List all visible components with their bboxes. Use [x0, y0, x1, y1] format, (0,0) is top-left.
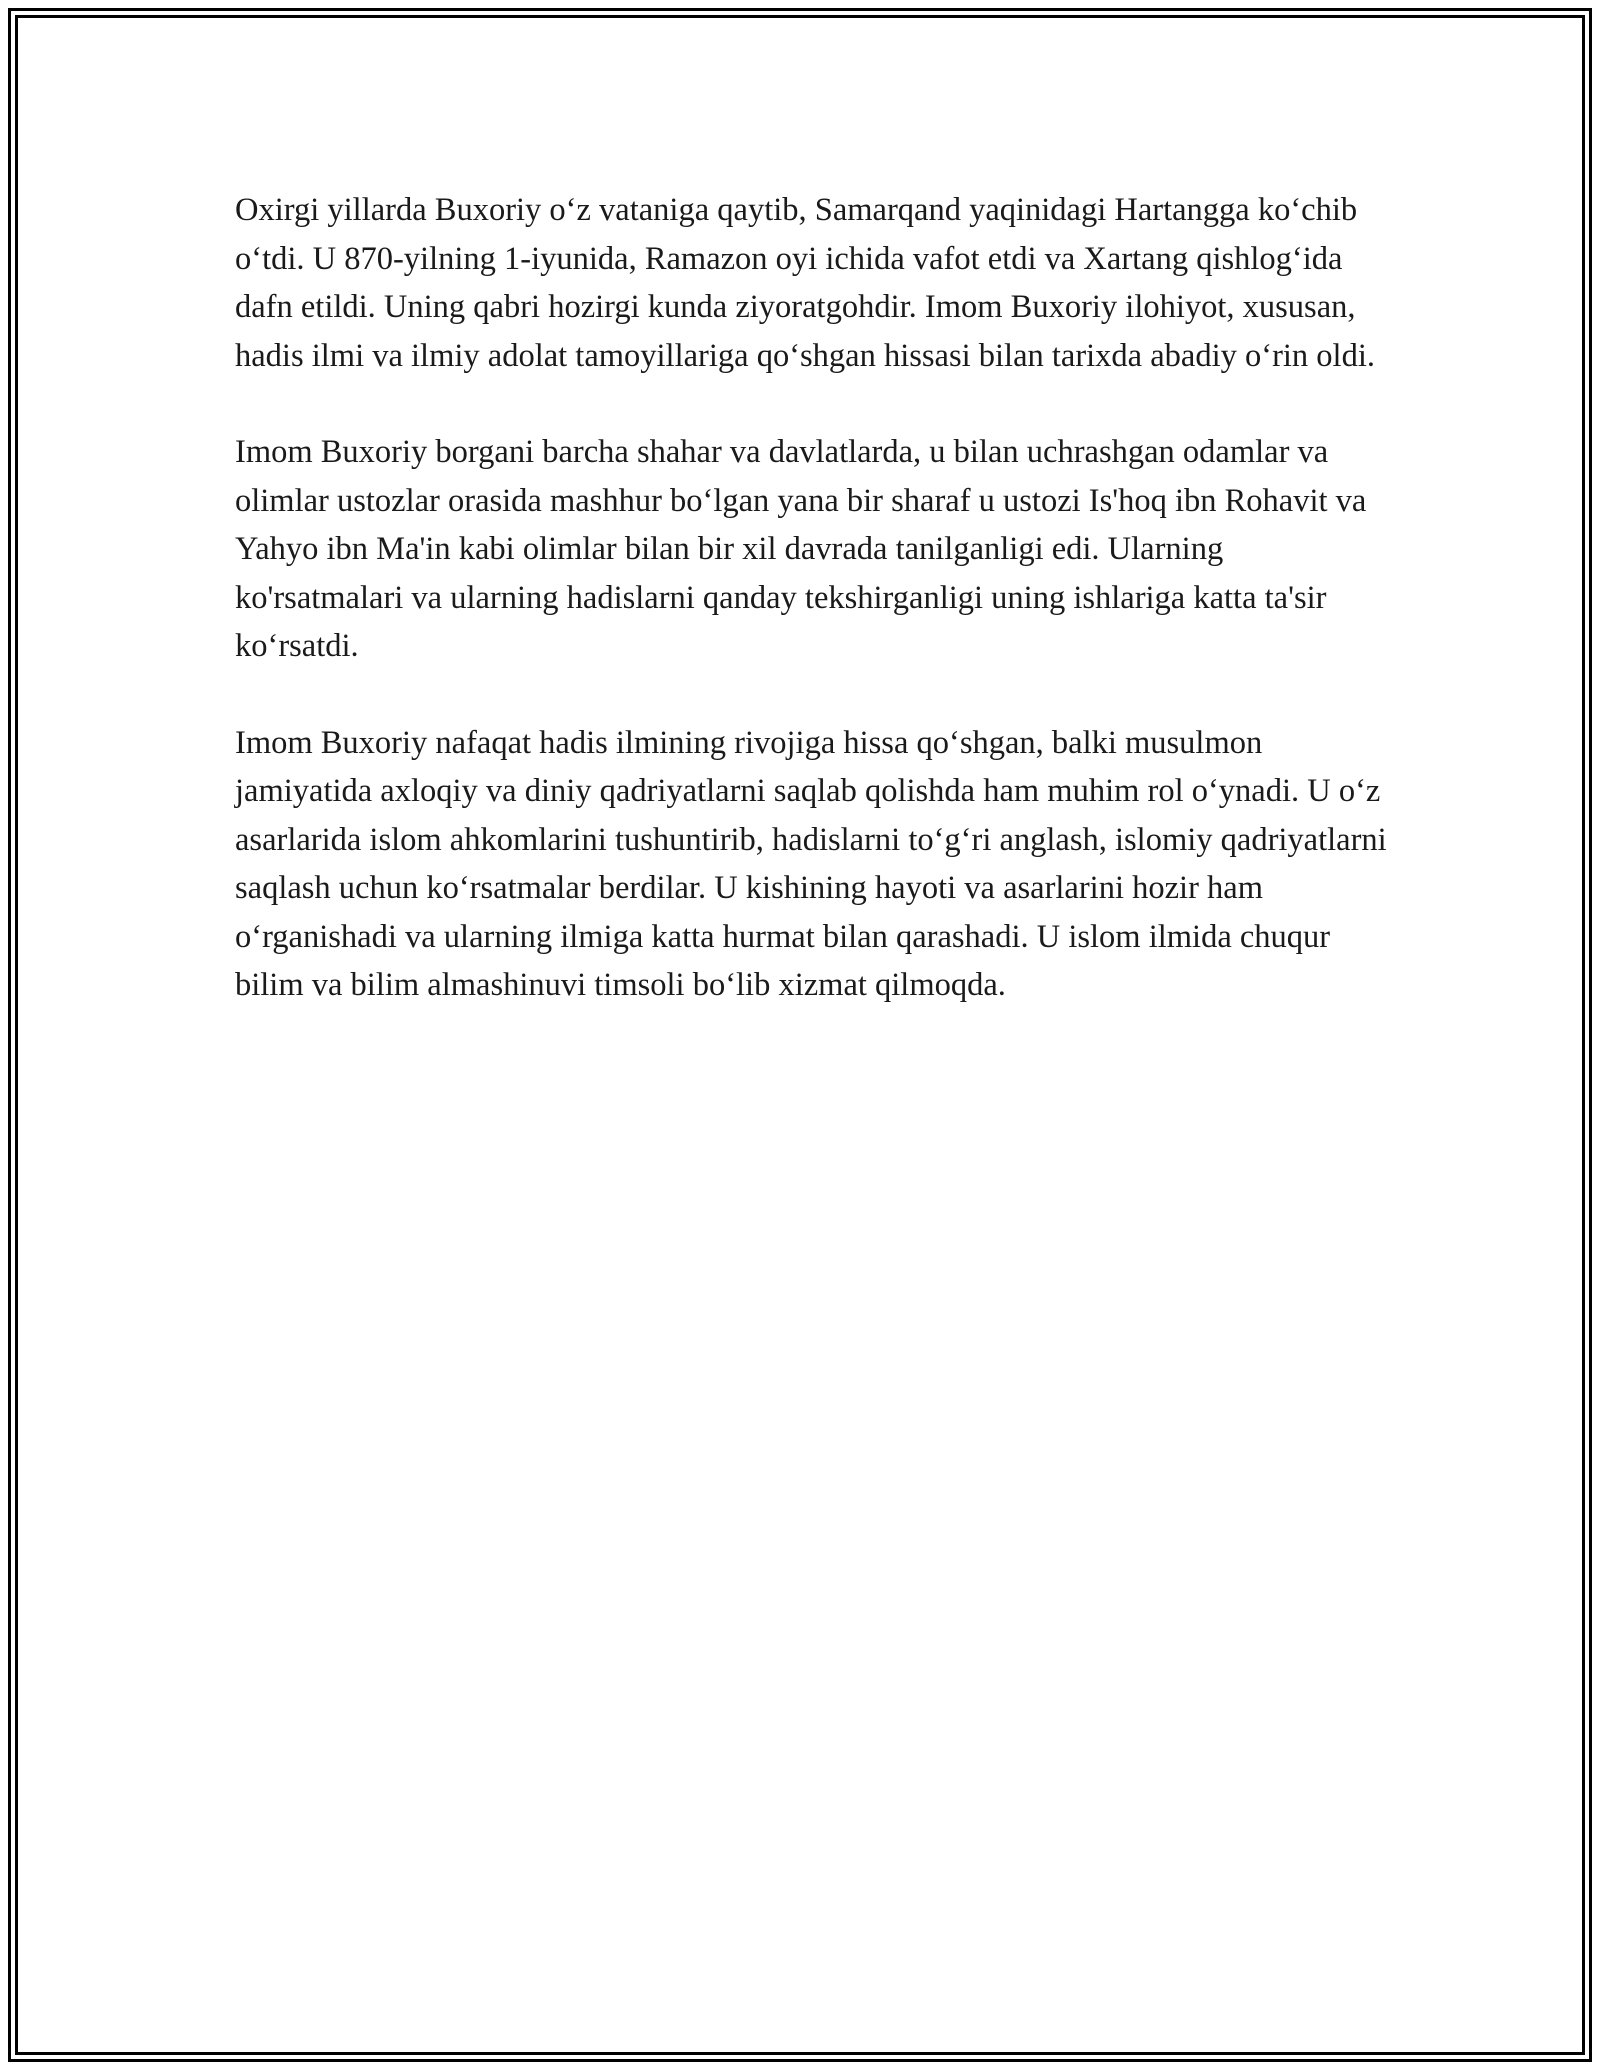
paragraph-2: Imom Buxoriy borgani barcha shahar va davlatlarda, u bilan uchrashgan odamlar va olimlar ustozlar orasida mashhur bo‘lgan yana bir sharaf u ustozi Is'hoq ibn Rohavit va Yahyo ibn Ma'in kabi olimlar bilan bir xil davrada tanilganligi edi. Ularning ko'rsatmalari va ularning hadislarni qanday tekshirganligi uning ishlariga katta ta'sir ko‘rsatdi. [235, 434, 1367, 664]
paragraph-3: Imom Buxoriy nafaqat hadis ilmining rivojiga hissa qo‘shgan, balki musulmon jamiyatida axloqiy va diniy qadriyatlarni saqlab qolishda ham muhim rol o‘ynadi. U o‘z asarlarida islom ahkomlarini tushuntirib, hadislarni to‘g‘ri anglash, islomiy qadriyatlarni saqlash uchun ko‘rsatmalar berdilar. U kishining hayoti va asarlarini hozir ham o‘rganishadi va ularning ilmiga katta hurmat bilan qarashadi. U islom ilmida chuqur bilim va bilim almashinuvi timsoli bo‘lib xizmat qilmoqda. [235, 724, 1387, 1003]
paragraph-1: Oxirgi yillarda Buxoriy o‘z vataniga qaytib, Samarqand yaqinidagi Hartangga ko‘chib o‘tdi. U 870-yilning 1-iyunida, Ramazon oyi ichida vafot etdi va Xartang qishlog‘ida dafn etildi. Uning qabri hozirgi kunda ziyoratgohdir. Imom Buxoriy ilohiyot, xususan, hadis ilmi va ilmiy adolat tamoyillariga qo‘shgan hissasi bilan tarixda abadiy o‘rin oldi. [235, 192, 1375, 374]
document-body [235, 186, 1395, 1058]
